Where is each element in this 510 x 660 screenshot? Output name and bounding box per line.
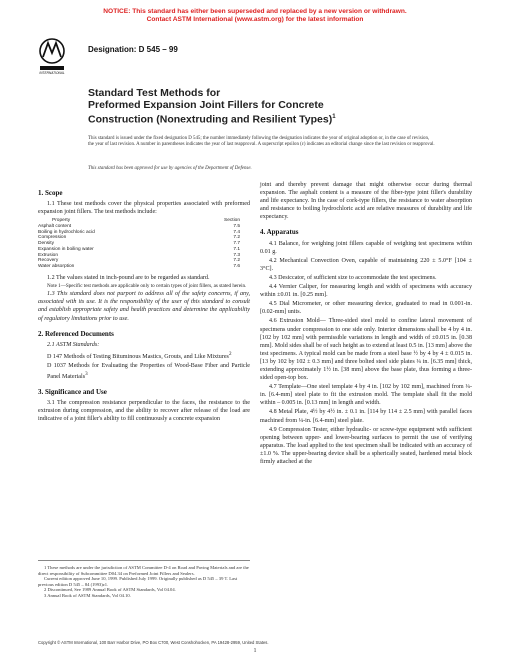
section-heading-scope: 1. Scope (38, 189, 63, 197)
astm-logo (38, 37, 66, 75)
paragraph-1-1: 1.1 These test methods cover the physical properties associated with preformed expansion joint fillers. The test methods include: (38, 201, 250, 216)
left-column (38, 182, 250, 425)
paragraph-4-2: 4.2 Mechanical Convection Oven, capable of maintaining 220 ± 5.0°F [104 ± 3°C]. (260, 257, 472, 272)
paragraph-4-8: 4.8 Metal Plate, 4½ by 4½ in. ± 0.1 in. [114 by 114 ± 2.5 mm] with parallel faces machined from ¼-in. [6.4-mm] steel plate. (260, 409, 472, 424)
reference-d1037: D 1037 Methods for Evaluating the Properties of Wood-Base Fiber and Particle Panel Materials$^3$ (47, 362, 250, 381)
standard-note: This standard is issued under the fixed designation D 545; the number immediately following the designation indicates the year of original adoption or, in the case of revision, the year of last revision. A number in parentheses indicates the year of last reapproval. A superscript epsilon (ε) indicates an editorial change since the last revision or reapproval. (88, 136, 435, 148)
footnote-2: 2 Discontinued, See 1989 Annual Book of ASTM Standards, Vol 04.04. (44, 587, 176, 593)
svg-text:INTERNATIONAL: INTERNATIONAL (39, 71, 65, 75)
paragraph-4-6: 4.6 Extrusion Mold— Three-sided steel mold to confine lateral movement of specimens under compression to one side only. Interior dimensions shall be 4 by 4 in. [102 by 102 mm] with permissible variations in length and width of ±0.015 in. [0.38 mm]. Mold sides shall be of such height as to extend at least 0.5 in. [13 mm] above the test specimens. A typical mold can be made from a steel base ½ by 4 by 4 ± 0.015 in. [13 by 102 by 102 ± 0.3 mm] and three bolted steel side plates ¼ in. [6.35 mm] thick, extending approximately 1½ in. [38 mm] above the base plate, thus forming a three-sided open-top box. (260, 318, 472, 382)
table-row: Recovery 7.2 (38, 258, 240, 264)
table-row: Expansion in boiling water 7.1 (38, 246, 240, 252)
footnotes (38, 560, 250, 599)
table-row: Density 7.7 (38, 241, 240, 247)
footnote-1: 1 These methods are under the jurisdiction of ASTM Committee D-4 on Road and Paving Materials and are the direct responsibility of Subcommittee D04.34 on Preformed Joint Fillers and Sealers. (38, 565, 249, 576)
paragraph-4-5: 4.5 Dial Micrometer, or other measuring device, graduated to read in 0.001-in. [0.02-mm] units. (260, 301, 472, 316)
paragraph-4-1: 4.1 Balance, for weighing joint fillers capable of weighing test specimens within 0.01 g. (260, 240, 472, 255)
paragraph-1-2: 1.2 The values stated in inch-pound are to be regarded as standard. (47, 274, 210, 281)
notice-line-1: NOTICE: This standard has either been superseded and replaced by a new version or withdrawn. (103, 8, 407, 15)
table-row: Boiling in hydrochloric acid 7.4 (38, 229, 240, 235)
paragraph-3-1: 3.1 The compression resistance perpendicular to the faces, the resistance to the extrusion during compression, and the ability to recover after release of the load are indicative of a joint filler's ability to fill continuously a concrete expansion (38, 400, 250, 423)
title-line-1: Standard Test Methods for (88, 87, 221, 99)
paragraph-4-9: 4.9 Compression Tester, either hydraulic- or screw-type equipment with sufficient opening between upper- and lower-bearing surfaces to permit the use of verifying apparatus. The load applied to the test specimen shall be indicated with an accuracy of ±1.0 %. The upper-bearing device shall be a spherically seated, hardened metal block firmly attached at the (260, 426, 472, 465)
page-number: 1 (253, 648, 257, 654)
table-header: Property Section (52, 218, 240, 224)
dod-note: This standard has been approved for use by agencies of the Department of Defense. (88, 166, 252, 171)
withdrawal-notice (0, 8, 510, 24)
table-row: Extrusion 7.3 (38, 252, 240, 258)
table-row: Asphalt content 7.5 (38, 223, 240, 229)
paragraph-2-1: 2.1 ASTM Standards: (47, 341, 100, 348)
property-table (38, 218, 250, 269)
section-heading-referenced-documents: 2. Referenced Documents (38, 329, 114, 338)
footnote-3: 3 Annual Book of ASTM Standards, Vol 04.10. (44, 592, 131, 598)
paragraph-4-4: 4.4 Vernier Caliper, for measuring length and width of specimens with accuracy within ±0.01 in. [0.25 mm]. (260, 284, 472, 299)
paragraph-4-3: 4.3 Desiccator, of sufficient size to accommodate the test specimens. (269, 274, 437, 281)
table-row: Compression 7.2 (38, 235, 240, 241)
title-line-3: Construction (Nonextruding and Resilient Types)$^1$ (88, 113, 336, 126)
title-line-2: Preformed Expansion Joint Fillers for Concrete (88, 99, 324, 111)
document-title (88, 87, 388, 126)
section-heading-significance: 3. Significance and Use (38, 388, 107, 397)
designation: Designation: D 545 – 99 (88, 45, 178, 54)
note-1: Note 1—Specific test methods are applicable only to certain types of joint fillers, as stated herein. (47, 282, 247, 289)
paragraph-3-1-continued: joint and thereby prevent damage that might otherwise occur during thermal expansion. The asphalt content is a measure of the fiber-type joint filler's durability and life expectancy. In the case of cork-type fillers, the resistance to water absorption and resistance to boiling hydrochloric acid are relative measures of durability and life expectancy. (260, 182, 472, 221)
paragraph-1-3: 1.3 This standard does not purport to address all of the safety concerns, if any, associated with its use. It is the responsibility of the user of this standard to consult and establish appropriate safety and health practices and determine the applicability of regulatory limitations prior to use. (38, 291, 250, 322)
paragraph-4-7: 4.7 Template—One steel template 4 by 4 in. [102 by 102 mm], machined from ¼-in. [6.4-mm] steel plate to fit the extrusion mold. The template shall fit the mold within – 0.005 in. [0.13 mm] in length and width. (260, 384, 472, 407)
notice-line-2: Contact ASTM International (www.astm.org) for the latest information (146, 16, 364, 23)
table-row: Water absorption 7.6 (38, 263, 240, 269)
right-column (260, 181, 472, 467)
section-heading-apparatus: 4. Apparatus (260, 228, 299, 237)
copyright-line: Copyright © ASTM International, 100 Barr Harbor Drive, PO Box C700, West Conshohocken, PA 19428-2959, United States. (38, 640, 269, 645)
footnote-1-edition: Current edition approved June 10, 1999. Published July 1999. Originally published as D 545 – 39 T. Last previous edition D 545 – 84 (1993)ε1. (38, 576, 238, 587)
reference-d147: D 147 Methods of Testing Bituminous Mastics, Grouts, and Like Mixtures$^2$ (47, 350, 232, 360)
